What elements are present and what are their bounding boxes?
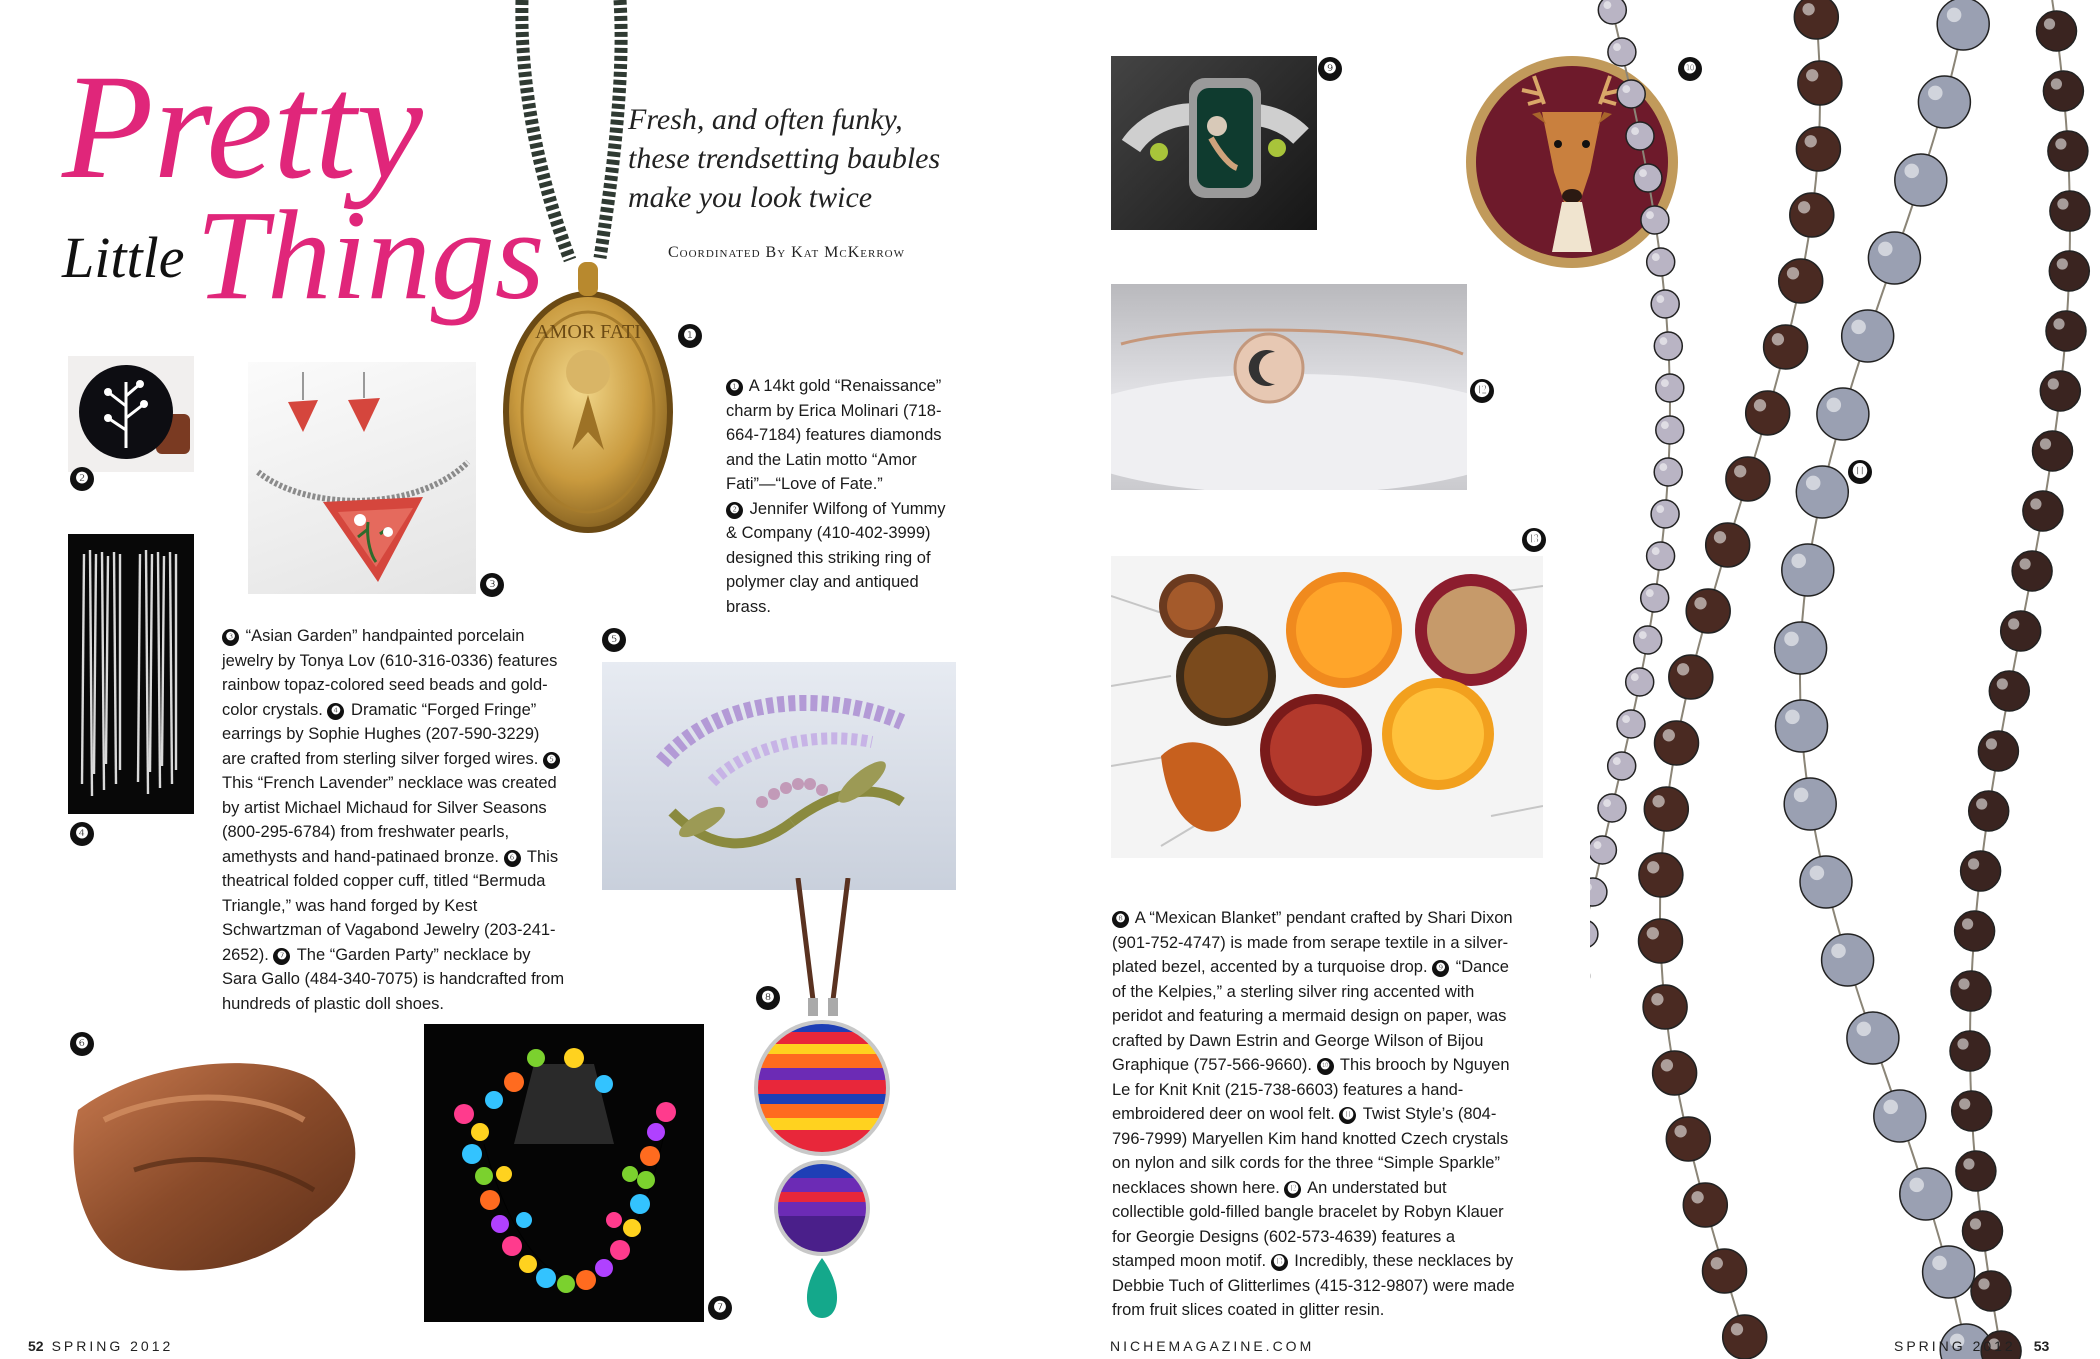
crystal-bead — [1817, 388, 1869, 440]
crystal-bead — [1608, 752, 1636, 780]
bead-highlight — [1594, 841, 1602, 849]
bead-highlight — [1646, 211, 1654, 219]
crystal-bead — [1989, 671, 2029, 711]
folio-left — [28, 1338, 173, 1354]
bead-highlight — [1663, 729, 1675, 741]
bead-highlight — [1851, 320, 1866, 335]
simple-sparkle-necklaces-photo — [1590, 0, 2100, 1359]
garden-party-necklace-photo — [424, 1024, 704, 1322]
caption-items-3-7 — [222, 624, 566, 1016]
caption-marker: ❾ — [1432, 960, 1449, 977]
crystal-bead — [1971, 1271, 2011, 1311]
mexican-blanket-pendant-photo — [740, 878, 900, 1328]
bead-highlight — [1754, 399, 1766, 411]
crystal-bead — [1654, 332, 1682, 360]
bead-highlight — [1959, 1098, 1970, 1109]
marker-3: ❸ — [480, 573, 504, 597]
bead-highlight — [1661, 379, 1669, 387]
caption-text: The “Garden Party” necklace by Sara Gallo (484-340-7075) is handcrafted from hundreds of plastic doll shoes. — [222, 945, 565, 1013]
crystal-bead — [1961, 851, 2001, 891]
crystal-bead — [1653, 1051, 1697, 1095]
bead-highlight — [1714, 531, 1726, 543]
crystal-bead — [1969, 791, 2009, 831]
dek-line-3: make you look twice — [628, 181, 873, 214]
bead-highlight — [1652, 253, 1660, 261]
crystal-bead — [1641, 206, 1669, 234]
title-little: Little — [62, 225, 185, 290]
caption-text: “Dance of the Kelpies,” a sterling silver ring accented with peridot and featuring a mermaid design on paper, was crafted by Dawn Estrin and George Wilson of Bijou Graphique (757-566-9660). — [1112, 958, 1509, 1074]
bead-highlight — [1656, 295, 1664, 303]
crystal-bead — [1590, 920, 1598, 948]
bead-highlight — [2057, 198, 2068, 209]
crystal-bead — [1746, 391, 1790, 435]
bead-highlight — [1651, 993, 1663, 1005]
bead-highlight — [1622, 85, 1630, 93]
crystal-bead — [1654, 458, 1682, 486]
crystal-bead — [1868, 232, 1920, 284]
marker-4: ❹ — [70, 822, 94, 846]
marker-2: ❷ — [70, 467, 94, 491]
crystal-bead — [1796, 466, 1848, 518]
bead-highlight — [1631, 673, 1639, 681]
crystal-bead — [1918, 76, 1970, 128]
bead-highlight — [2057, 258, 2068, 269]
necklace-cord — [1590, 0, 1670, 1340]
crystal-bead — [1669, 655, 1713, 699]
bead-highlight — [1810, 866, 1825, 881]
caption-marker: ❺ — [543, 752, 560, 769]
bead-highlight — [2051, 78, 2062, 89]
crystal-bead — [1951, 971, 1991, 1011]
site-url: NICHEMAGAZINE.COM — [1110, 1338, 1315, 1354]
marker-13: ⓭ — [1522, 528, 1546, 552]
caption-text: “Asian Garden” handpainted porcelain jewelry by Tonya Lov (610-316-0336) features rainbow topaz-colored seed beads and gold-color crystals. — [222, 627, 558, 719]
crystal-bead — [1822, 934, 1874, 986]
crystal-bead — [1952, 1091, 1992, 1131]
title-things: Things — [196, 184, 545, 326]
crystal-bead — [1651, 290, 1679, 318]
crystal-bead — [1639, 853, 1683, 897]
crystal-bead — [1647, 542, 1675, 570]
bead-highlight — [1784, 632, 1799, 647]
caption-text: Dramatic “Forged Fringe” earrings by Sophie Hughes (207-590-3229) are crafted from sterling silver forged wires. — [222, 700, 540, 768]
crystal-bead — [1683, 1183, 1727, 1227]
crystal-bead — [2049, 251, 2089, 291]
bead-highlight — [1962, 918, 1973, 929]
crystal-bead — [1590, 878, 1607, 906]
dek-line-2: these trendsetting baubles — [628, 142, 941, 175]
bead-highlight — [1947, 8, 1962, 23]
marker-1: ❶ — [678, 324, 702, 348]
bead-highlight — [1883, 1100, 1898, 1115]
bead-highlight — [1674, 1125, 1686, 1137]
bead-highlight — [1957, 1038, 1968, 1049]
crystal-bead — [1647, 248, 1675, 276]
bead-highlight — [1785, 710, 1800, 725]
bead-highlight — [1986, 738, 1997, 749]
issue-right: SPRING 2012 — [1894, 1338, 2016, 1354]
caption-marker: ⓬ — [1284, 1181, 1301, 1198]
caption-text: This “French Lavender” necklace was created by artist Michael Michaud for Silver Seasons (800-295-6784) from freshwater pearls, amethysts and hand-patinaed bronze. — [222, 774, 557, 866]
dek-line-1: Fresh, and often funky, — [628, 103, 903, 136]
caption-marker: ❽ — [1112, 911, 1129, 928]
caption-items-8-13 — [1112, 906, 1516, 1323]
crystal-bead — [2001, 611, 2041, 651]
bead-highlight — [1791, 554, 1806, 569]
caption-text: A 14kt gold “Renaissance” charm by Erica Molinari (718-664-7184) features diamonds and the Latin motto “Amor Fati”—“Love of Fate.” — [726, 377, 942, 493]
marker-12: ⓬ — [1470, 379, 1494, 403]
caption-marker: ❼ — [273, 948, 290, 965]
caption-items-1-2 — [726, 374, 954, 619]
crystal-bead — [1764, 325, 1808, 369]
crystal-bead — [1617, 80, 1645, 108]
crystal-bead — [1955, 911, 1995, 951]
marker-11: ⓫ — [1848, 460, 1872, 484]
bead-highlight — [1603, 799, 1611, 807]
bead-highlight — [2030, 498, 2041, 509]
crystal-bead — [1643, 985, 1687, 1029]
bead-highlight — [2020, 558, 2031, 569]
marker-8: ❽ — [756, 986, 780, 1010]
crystal-bead — [2043, 71, 2083, 111]
dance-of-kelpies-ring-photo — [1111, 56, 1317, 230]
crystal-bead — [1723, 1315, 1767, 1359]
crystal-bead — [1666, 1117, 1710, 1161]
fruit-slice-necklaces-photo — [1111, 556, 1543, 858]
bead-highlight — [2048, 378, 2059, 389]
bead-highlight — [1659, 337, 1667, 345]
byline: Coordinated By Kat McKerrow — [668, 244, 906, 261]
issue-left: SPRING 2012 — [51, 1338, 174, 1354]
bead-highlight — [1639, 631, 1647, 639]
bead-highlight — [1857, 1022, 1872, 1037]
bead-highlight — [1928, 86, 1943, 101]
crystal-bead — [1655, 721, 1699, 765]
crystal-bead — [1775, 622, 1827, 674]
crystal-bead — [2033, 431, 2073, 471]
bead-highlight — [1794, 788, 1809, 803]
crystal-bead — [1641, 584, 1669, 612]
bead-highlight — [1647, 927, 1659, 939]
bead-highlight — [2044, 18, 2055, 29]
folio-right — [1894, 1338, 2057, 1354]
bead-highlight — [1968, 858, 1979, 869]
bead-highlight — [2040, 438, 2051, 449]
page-number-right: 53 — [2033, 1338, 2050, 1354]
caption-text: This brooch by Nguyen Le for Knit Knit (215-738-6603) features a hand-embroidered deer on wool felt. — [1112, 1056, 1510, 1123]
bead-highlight — [1802, 3, 1814, 15]
bead-highlight — [1677, 663, 1689, 675]
crystal-bead — [1874, 1090, 1926, 1142]
bead-highlight — [1631, 127, 1639, 135]
caption-text: A “Mexican Blanket” pendant crafted by Shari Dixon (901-752-4747) is made from serape textile in a silver-plated bezel, accented by a turquoise drop. — [1112, 909, 1513, 976]
caption-marker: ❹ — [327, 703, 344, 720]
crystal-bead — [1651, 500, 1679, 528]
bead-highlight — [1647, 861, 1659, 873]
bead-highlight — [1694, 597, 1706, 609]
crystal-bead — [1634, 626, 1662, 654]
crystal-bead — [1617, 710, 1645, 738]
bead-highlight — [1806, 476, 1821, 491]
crystal-bead — [2046, 311, 2086, 351]
page-number-left: 52 — [28, 1338, 44, 1354]
caption-marker: ⓭ — [1271, 1254, 1288, 1271]
crystal-bead — [1598, 794, 1626, 822]
crystal-bead — [2040, 371, 2080, 411]
bead-highlight — [1970, 1218, 1981, 1229]
caption-text: This theatrical folded copper cuff, titled “Bermuda Triangle,” was hand forged by Kest Schwartzman of Vagabond Jewelry (203-241-2652). — [222, 847, 559, 964]
crystal-bead — [2037, 11, 2077, 51]
crystal-bead — [1956, 1151, 1996, 1191]
french-lavender-necklace-photo — [602, 662, 956, 890]
caption-text: Incredibly, these necklaces by Debbie Tuch of Glitterlimes (415-312-9807) were made from fruit slices coated in glitter resin. — [1112, 1252, 1515, 1319]
forged-fringe-earrings-photo — [68, 534, 194, 814]
crystal-bead — [1842, 310, 1894, 362]
crystal-bead — [1796, 127, 1840, 171]
marker-10: ❿ — [1678, 57, 1702, 81]
crystal-bead — [1644, 787, 1688, 831]
crystal-bead — [1782, 544, 1834, 596]
crystal-bead — [1847, 1012, 1899, 1064]
bead-highlight — [1603, 1, 1611, 9]
bead-highlight — [1978, 1278, 1989, 1289]
caption-marker: ❿ — [1317, 1058, 1334, 1075]
bead-highlight — [1639, 169, 1647, 177]
bead-highlight — [1997, 678, 2008, 689]
bead-highlight — [1787, 267, 1799, 279]
crystal-bead — [1626, 122, 1654, 150]
crystal-bead — [1590, 836, 1616, 864]
crystal-bead — [1963, 1211, 2003, 1251]
caption-marker: ❻ — [504, 850, 521, 867]
bead-highlight — [2055, 138, 2066, 149]
title-pretty: Pretty — [62, 44, 423, 210]
crystal-bead — [1639, 919, 1683, 963]
crystal-bead — [1706, 523, 1750, 567]
bead-highlight — [1652, 547, 1660, 555]
caption-text: Jennifer Wilfong of Yummy & Company (410-402-3999) designed this striking ring of polymer clay and antiqued brass. — [726, 499, 946, 616]
marker-9: ❾ — [1318, 57, 1342, 81]
caption-marker: ❷ — [726, 502, 743, 519]
porcelain-jewelry-photo — [248, 362, 476, 594]
copper-cuff-photo — [64, 1050, 382, 1282]
crystal-bead — [1895, 154, 1947, 206]
crystal-bead — [1900, 1168, 1952, 1220]
bead-highlight — [1734, 465, 1746, 477]
crystal-bead — [2050, 191, 2090, 231]
bead-highlight — [1652, 795, 1664, 807]
crystal-bead — [1686, 589, 1730, 633]
bead-highlight — [1932, 1256, 1947, 1271]
bead-highlight — [1805, 135, 1817, 147]
bead-highlight — [1622, 715, 1630, 723]
crystal-bead — [1798, 61, 1842, 105]
crystal-bead — [1726, 457, 1770, 501]
crystal-bead — [1794, 0, 1838, 39]
bead-highlight — [1878, 242, 1893, 257]
crystal-bead — [1776, 700, 1828, 752]
bead-highlight — [1661, 1059, 1673, 1071]
bead-highlight — [1958, 978, 1969, 989]
bead-highlight — [1711, 1257, 1723, 1269]
moon-bangle-photo — [1111, 284, 1467, 490]
marker-5: ❺ — [602, 628, 626, 652]
bead-highlight — [1691, 1191, 1703, 1203]
caption-marker: ❶ — [726, 379, 743, 396]
crystal-bead — [1937, 0, 1989, 50]
bead-highlight — [1904, 164, 1919, 179]
crystal-bead — [1800, 856, 1852, 908]
crystal-bead — [1626, 668, 1654, 696]
bead-highlight — [1659, 463, 1667, 471]
bead-highlight — [1806, 69, 1818, 81]
dek — [628, 100, 940, 217]
bead-highlight — [1909, 1178, 1924, 1193]
crystal-bead — [1608, 38, 1636, 66]
crystal-bead — [1656, 416, 1684, 444]
crystal-bead — [1634, 164, 1662, 192]
crystal-bead — [1790, 193, 1834, 237]
marker-6: ❻ — [70, 1032, 94, 1056]
bead-highlight — [1656, 505, 1664, 513]
crystal-bead — [1779, 259, 1823, 303]
caption-text: An understated but collectible gold-filled bangle bracelet by Robyn Klauer for Georgie Designs (602-573-4639) features a stamped moon motif. — [1112, 1178, 1504, 1270]
caption-text: Twist Style’s (804-796-7999) Maryellen Kim hand knotted Czech crystals on nylon and silk cords for the three “Simple Sparkle” necklaces shown here. — [1112, 1105, 1509, 1197]
crystal-bead — [1923, 1246, 1975, 1298]
bead-highlight — [1613, 43, 1621, 51]
bead-highlight — [1963, 1158, 1974, 1169]
bead-highlight — [1772, 333, 1784, 345]
bead-highlight — [1831, 944, 1846, 959]
bead-highlight — [1613, 757, 1621, 765]
crystal-bead — [2023, 491, 2063, 531]
crystal-bead — [2048, 131, 2088, 171]
bead-highlight — [1731, 1323, 1743, 1335]
bead-highlight — [2053, 318, 2064, 329]
bead-highlight — [1827, 398, 1842, 413]
caption-marker: ❸ — [222, 629, 239, 646]
bead-highlight — [1976, 798, 1987, 809]
crystal-bead — [1978, 731, 2018, 771]
crystal-bead — [1703, 1249, 1747, 1293]
crystal-bead — [2012, 551, 2052, 591]
bead-highlight — [2008, 618, 2019, 629]
crystal-bead — [1656, 374, 1684, 402]
gold-pendant-photo — [500, 0, 710, 540]
crystal-bead — [1950, 1031, 1990, 1071]
polymer-ring-photo — [68, 356, 194, 472]
crystal-bead — [1598, 0, 1626, 24]
bead-highlight — [1661, 421, 1669, 429]
crystal-bead — [1784, 778, 1836, 830]
bead-highlight — [1646, 589, 1654, 597]
pendant-engraving: AMOR FATI — [535, 321, 641, 343]
bead-highlight — [1798, 201, 1810, 213]
caption-marker: ⓫ — [1339, 1107, 1356, 1124]
marker-7: ❼ — [708, 1296, 732, 1320]
